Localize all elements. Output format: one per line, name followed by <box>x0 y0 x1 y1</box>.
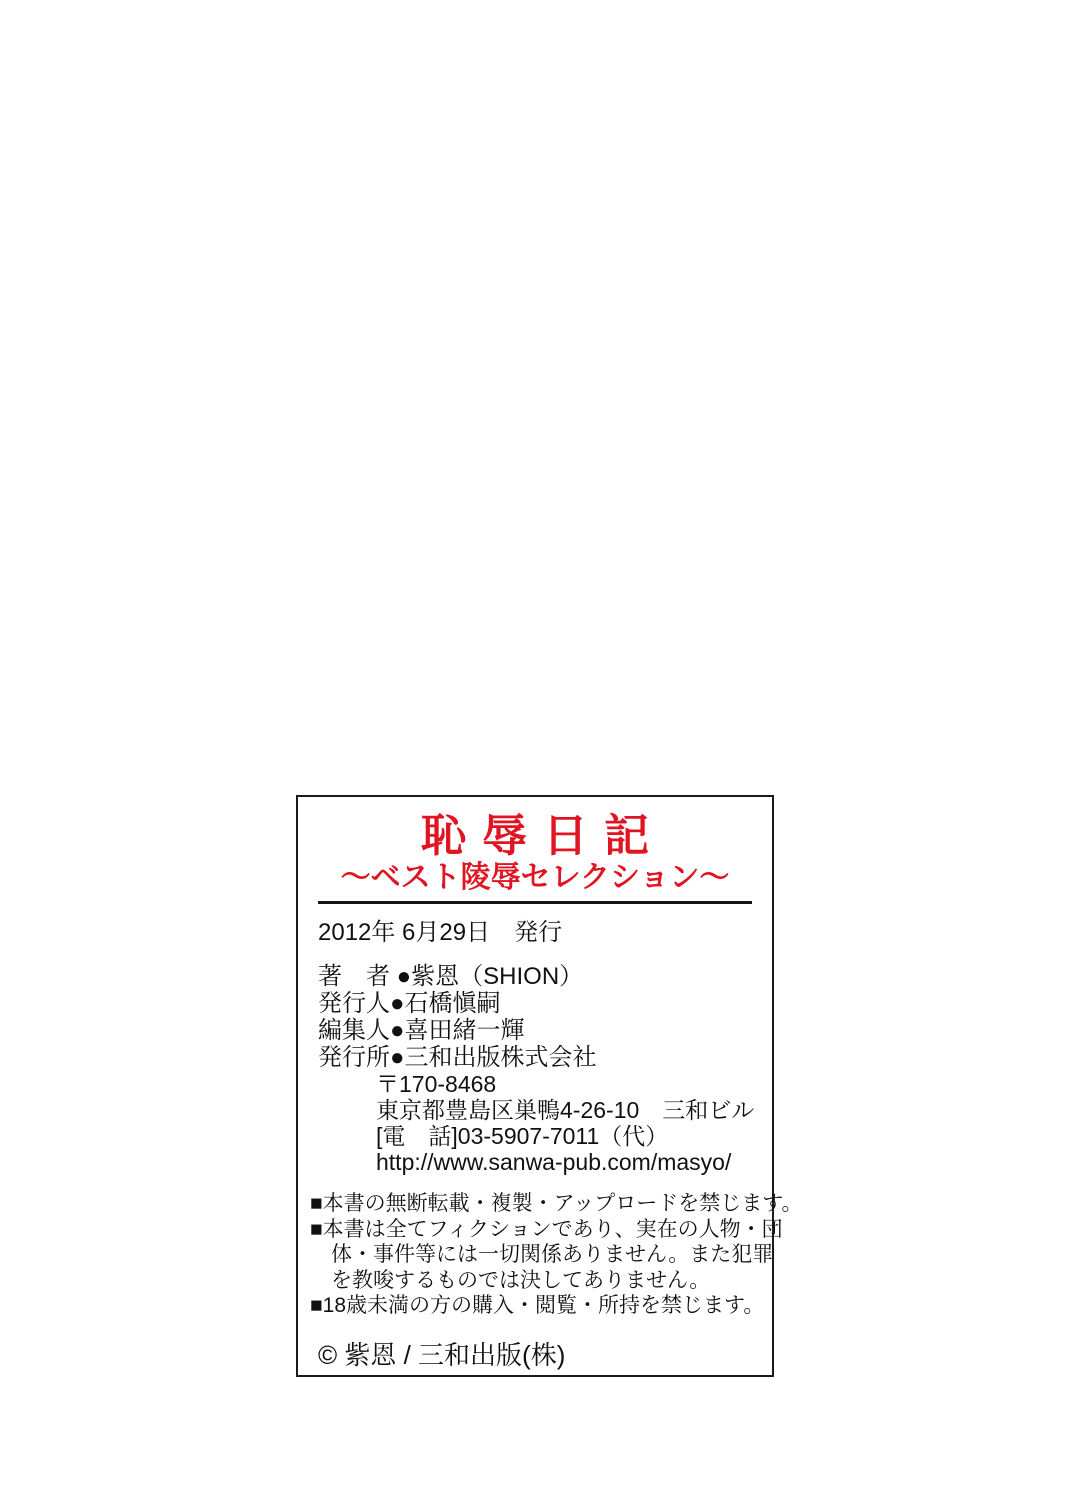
book-subtitle: ～ベスト陵辱セレクション～ <box>340 860 730 895</box>
credit-publisher-person: 発行人●石橋愼嗣 <box>318 990 501 1018</box>
issue-date: 2012年 6月29日 発行 <box>318 919 563 946</box>
credit-publishing-house: 発行所●三和出版株式会社 <box>318 1044 597 1072</box>
colophon-box <box>296 795 803 1377</box>
notice-line: を教唆するものでは決してありません。 <box>310 1268 711 1292</box>
notice-line: ■18歳未満の方の購入・閲覧・所持を禁じます。 <box>310 1294 765 1318</box>
title-divider <box>318 901 752 904</box>
book-title: 恥辱日記 <box>420 809 665 862</box>
copyright-line: © 紫恩 / 三和出版(株) <box>318 1339 566 1370</box>
notice-line: 体・事件等には一切関係ありません。また犯罪 <box>310 1243 774 1267</box>
street-address: 東京都豊島区巣鴨4-26-10 三和ビル <box>376 1097 755 1124</box>
website-url: http://www.sanwa-pub.com/masyo/ <box>376 1149 732 1176</box>
phone-number: [電 話]03-5907-7011（代） <box>376 1123 669 1150</box>
postal-code: 〒170-8468 <box>376 1071 497 1098</box>
credits-list <box>318 963 752 1071</box>
notices-list <box>310 1191 803 1319</box>
notice-line: ■本書は全てフィクションであり、実在の人物・団 <box>310 1217 783 1241</box>
publisher-address <box>318 1071 755 1176</box>
credit-editor: 編集人●喜田緒一輝 <box>318 1017 525 1045</box>
credit-author: 著 者 ●紫恩（SHION） <box>318 963 584 991</box>
notice-line: ■本書の無断転載・複製・アップロードを禁じます。 <box>310 1192 803 1216</box>
